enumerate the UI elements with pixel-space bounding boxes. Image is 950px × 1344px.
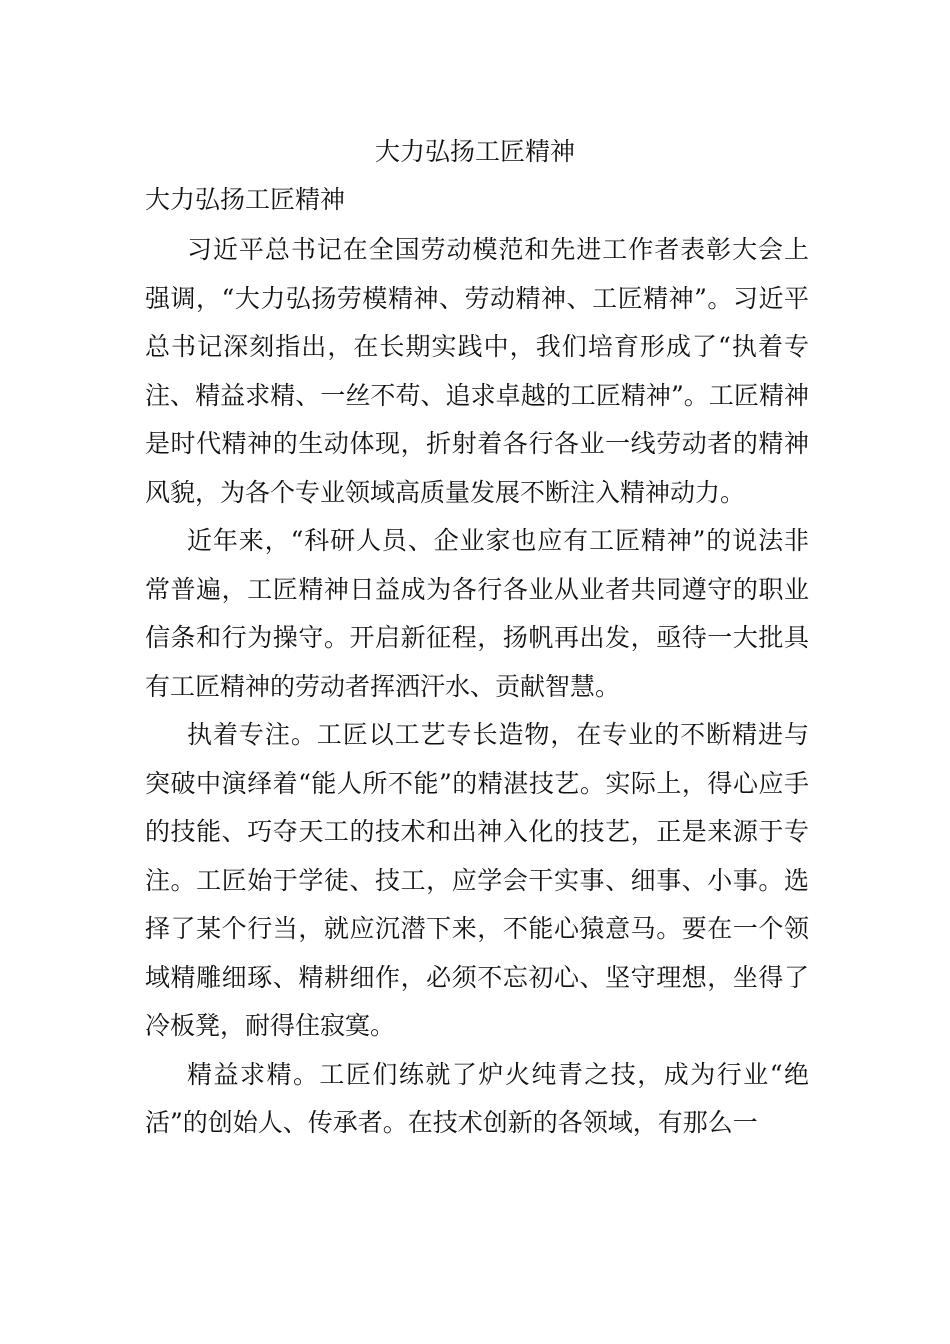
document-body xyxy=(145,226,809,1148)
document-subtitle: 大力弘扬工匠精神 xyxy=(145,185,346,214)
paragraph-2: 近年来，“科研人员、企业家也应有工匠精神”的说法非常普遍，工匠精神日益成为各行各业从业者共同遵守的职业信条和行为操守。开启新征程，扬帆再出发，亟待一大批具有工匠精神的劳动者挥洒汗水、贡献智慧。 xyxy=(145,526,809,701)
paragraph-4: 精益求精。工匠们练就了炉火纯青之技，成为行业“绝活”的创始人、传承者。在技术创新的各领域，有那么一 xyxy=(145,1059,809,1137)
document-title: 大力弘扬工匠精神 xyxy=(374,137,575,166)
paragraph-3: 执着专注。工匠以工艺专长造物，在专业的不断精进与突破中演绎着“能人所不能”的精湛技艺。实际上，得心应手的技能、巧夺天工的技术和出神入化的技艺，正是来源于专注。工匠始于学徒、技工，应学会干实事、细事、小事。选择了某个行当，就应沉潜下来，不能心猿意马。要在一个领域精雕细琢、精耕细作，必须不忘初心、坚守理想，坐得了冷板凳，耐得住寂寞。 xyxy=(145,720,809,1040)
paragraph-1: 习近平总书记在全国劳动模范和先进工作者表彰大会上强调，“大力弘扬劳模精神、劳动精神、工匠精神”。习近平总书记深刻指出，在长期实践中，我们培育形成了“执着专注、精益求精、一丝不苟、追求卓越的工匠精神”。工匠精神是时代精神的生动体现，折射着各行各业一线劳动者的精神风貌，为各个专业领域高质量发展不断注入精神动力。 xyxy=(145,235,809,507)
